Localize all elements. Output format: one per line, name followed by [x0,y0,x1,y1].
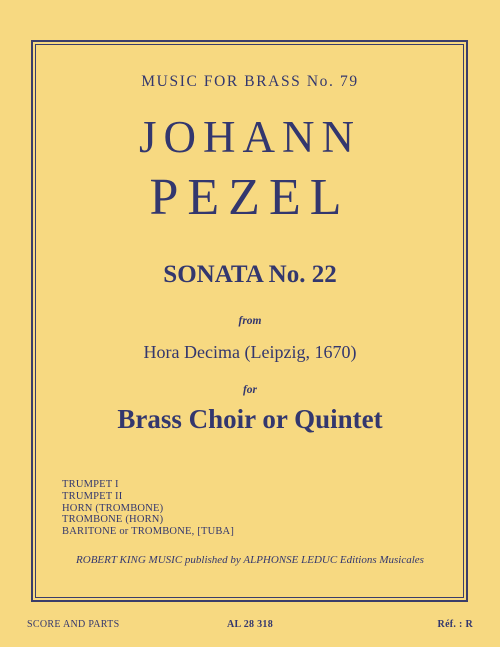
reference-code: Réf. : R [437,619,473,630]
ensemble: Brass Choir or Quintet [117,404,383,434]
composer-last-name: PEZEL [149,169,351,226]
for-label: for [242,384,258,396]
catalog-number: AL 28 318 [226,619,274,630]
instrument-item: BARITONE or TROMBONE, [TUBA] [62,526,235,538]
publisher-line: ROBERT KING MUSIC published by ALPHONSE LEDUC Editions Musicales [76,554,424,566]
instrument-item: TROMBONE (HORN) [62,514,164,526]
instrument-item: TRUMPET I [62,479,119,490]
instrument-item: HORN (TROMBONE) [62,502,164,514]
from-label: from [238,315,262,327]
composer-first-name: JOHANN [139,112,361,162]
instrument-list [62,479,234,538]
source-collection: Hora Decima (Leipzig, 1670) [143,342,357,362]
series-title: MUSIC FOR BRASS No. 79 [141,73,359,90]
instrument-item: TRUMPET II [62,490,123,502]
work-title: SONATA No. 22 [163,261,337,288]
format-label: SCORE AND PARTS [27,619,120,630]
